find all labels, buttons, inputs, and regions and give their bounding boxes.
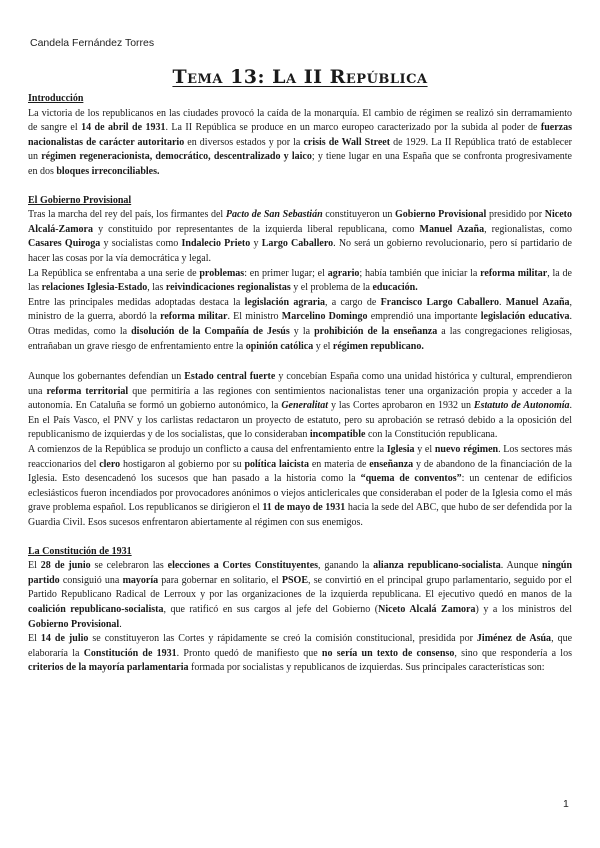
bold-text: fuerzas nacionalistas de carácter autoritario [28,122,572,148]
paragraph: La victoria de los republicanos en las ciudades provocó la caída de la monarquía. El cambio de régimen se realizó sin derramamiento de sangre el 14 de abril de 1931. La II República se produce en un marco europeo caracterizado por la subida al poder de fuerzas nacionalistas de carácter autoritario en diversos estados y por la crisis de Wall Street de 1929. La II República trató de establecer un régimen regeneracionista, democrático, descentralizado y laico; y tiene lugar en una España que se confronta progresivamente en dos bloques irreconciliables. [28,107,572,177]
bold-text: prohibición de la enseñanza [314,325,438,337]
bold-text: 14 de abril de 1931 [81,122,166,134]
bold-text: disolución de la Compañía de Jesús [131,325,290,337]
bold-text: Gobierno Provisional [28,618,120,630]
paragraph: El 14 de julio se constituyeron las Cortes y rápidamente se creó la comisión constitucional, presidida por Jiménez de Asúa, que elaboraría la Constitución de 1931. Pronto quedó de manifiesto que no sería un texto de consenso, sino que respondería a los criterios de la mayoría parlamentaria formada por socialistas y republicanos de izquierdas. Sus principales características son: [28,633,573,674]
bold-text: Manuel Azaña [505,296,570,308]
bold-text: Largo Caballero [261,238,334,250]
section-heading-constitucion: La Constitución de 1931 [28,545,132,557]
bold-text: 28 de junio [40,560,91,572]
bold-text: Marcelino Domingo [281,311,368,323]
bold-text: Jiménez de Asúa [476,633,552,645]
bold-text: régimen republicano. [332,340,424,352]
paragraph: A comienzos de la República se produjo un conflicto a causa del enfrentamiento entre la Iglesia y el nuevo régimen. Los sectores más reaccionarios del clero hostigaron al gobierno por su política laicista en materia de enseñanza y de abandono de la financiación de la Iglesia. Esto desencadenó los sucesos que han pasado a la historia como la “quema de conventos”: un centenar de edificios eclesiásticos fueron incendiados por provocadores anónimos o viejos anticlericales que consideraban el poder de la Iglesia como el más grave problema español. Los republicanos se dirigieron el 11 de mayo de 1931 hacia la sede del ABC, que hubo de ser defendida por la Guardia Civil. Esos sucesos enfrentaron abiertamente al régimen con sus enemigos. [28,444,573,529]
bold-text: Niceto Alcalá Zamora [378,604,476,615]
bold-text: no sería un texto de consenso [321,647,455,659]
bold-text: Manuel Azaña [419,223,485,235]
section-heading-introduccion: Introducción [28,93,84,104]
paragraph: La República se enfrentaba a una serie de problemas: en primer lugar; el agrario; había también que iniciar la reforma militar, la de las relaciones Iglesia-Estado, las reivindicaciones regionalistas y el problema de la educación. [28,267,572,294]
bold-text: bloques irreconciliables. [56,165,160,177]
bold-text: criterios de la mayoría parlamentaria [28,662,189,674]
page-number: 1 [563,798,569,810]
bold-text: régimen regeneracionista, democrático, descentralizado y laico [41,151,312,163]
bold-text: reforma territorial [46,385,129,397]
bold-text: incompatible [309,429,366,441]
bold-text: Gobierno Provisional [394,209,487,221]
bold-text: educación. [372,282,418,294]
bold-text: mayoría [122,574,159,586]
bold-text: nuevo régimen [434,444,499,456]
paragraph: El 28 de junio se celebraron las elecciones a Cortes Constituyentes, ganando la alianza republicano-socialista. Aunque ningún partido consiguió una mayoría para gobernar en solitario, el PSOE, se convirtió en el principal grupo parlamentario, seguido por el Partido Republicano Radical de Lerroux y por las organizaciones de la izquierda republicana. El ejecutivo quedó en manos de la coalición republicano-socialista, que ratificó en sus cargos al jefe del Gobierno (Niceto Alcalá Zamora) y a los ministros del Gobierno Provisional. [28,560,573,630]
paragraph: Aunque los gobernantes defendían un Estado central fuerte y concebían España como una unidad histórica y cultural, emprendieron una reforma territorial que permitiría a las regiones con sentimientos nacionalistas tener una organización propia y acceder a la autonomía. En Cataluña se formó un gobierno autonómico, la Generalitat y las Cortes aprobaron en 1932 un Estatuto de Autonomía. En el País Vasco, el PNV y los carlistas redactaron un proyecto de estatuto, pero su aprobación se retrasó debido a la oposición del republicanismo de izquierdas y de los socialistas, que lo consideraban incompatible con la Constitución republicana. [28,371,573,441]
bold-text: legislación agraria [244,296,326,308]
bold-text: Generalitat [281,400,328,412]
bold-text: Niceto Alcalá-Zamora [28,209,572,235]
bold-text: 11 de mayo de 1931 [262,502,346,514]
document-body [28,92,572,676]
bold-text: reforma militar [480,267,548,279]
paragraph: Entre las principales medidas adoptadas destaca la legislación agraria, a cargo de Francisco Largo Caballero. Manuel Azaña, ministro de la guerra, abordó la reforma militar. El ministro Marcelino Domingo emprendió una importante legislación educativa. Otras medidas, como la disolución de la Compañía de Jesús y la prohibición de la enseñanza a las congregaciones religiosas, entrañaban un grave riesgo de enfrentamiento entre la opinión católica y el régimen republicano. [28,296,573,352]
author-name: Candela Fernández Torres [30,37,155,49]
bold-text: enseñanza [369,458,414,470]
bold-text: Indalecio Prieto [181,238,251,250]
bold-text: reforma militar [160,311,228,323]
bold-text: Casares Quiroga [28,238,101,250]
bold-text: ningún partido [28,560,573,586]
bold-text: PSOE [281,574,309,586]
bold-text: Pacto de San Sebastián [225,209,323,221]
bold-text: coalición republicano-socialista [28,604,164,615]
section-heading-gobierno-provisional: El Gobierno Provisional [28,194,132,206]
paragraph: Tras la marcha del rey del país, los firmantes del Pacto de San Sebastián constituyeron un Gobierno Provisional presidido por Niceto Alcalá-Zamora y constituido por representantes de la izquierda liberal republicana, como Manuel Azaña, regionalistas, como Casares Quiroga y socialistas como Indalecio Prieto y Largo Caballero. No será un gobierno revolucionario, pero sí partidario de hacer las cosas por la vía democrática y legal. [28,209,572,264]
bold-text: relaciones Iglesia-Estado [41,282,148,294]
bold-text: política laicista [244,458,309,470]
bold-text: clero [99,458,121,470]
bold-text: elecciones a Cortes Constituyentes [167,560,319,572]
bold-text: agrario [327,267,360,279]
bold-text: legislación educativa [480,311,570,323]
bold-text: Estado central fuerte [184,371,276,383]
page-title: Tema 13: La II República [172,66,428,88]
bold-text: reivindicaciones regionalistas [165,282,291,294]
bold-text: Francisco Largo Caballero [380,296,499,308]
bold-text: “quema de conventos” [360,473,462,485]
bold-text: opinión católica [245,340,314,352]
bold-text: Iglesia [386,444,415,456]
bold-text: 14 de julio [40,633,89,645]
bold-text: problemas [199,267,245,279]
bold-text: crisis de Wall Street [303,136,391,148]
bold-text: Constitución de 1931 [83,647,177,659]
bold-text: alianza republicano-socialista [373,560,501,572]
bold-text: Estatuto de Autonomía [473,400,570,412]
